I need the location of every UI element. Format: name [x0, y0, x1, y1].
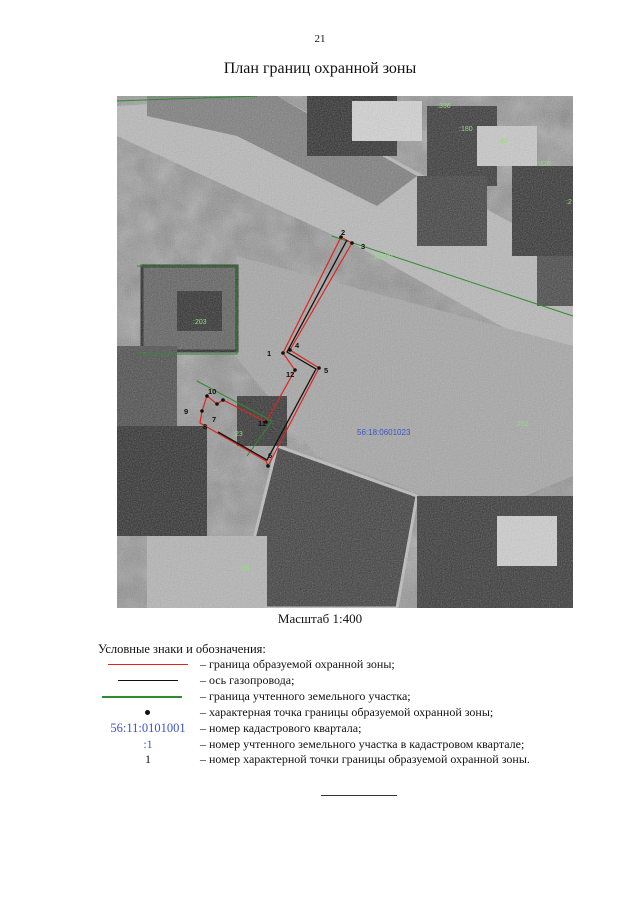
point-label: 11 [258, 419, 266, 428]
point-label: 8 [203, 422, 208, 431]
legend-text: – характерная точка границы образуемой охранной зоны; [200, 705, 494, 719]
point-label: 6 [268, 451, 273, 460]
point-label: 10 [208, 387, 217, 396]
point-label: 7 [212, 415, 217, 424]
parcel-number-symbol: :1 [143, 737, 153, 751]
parcel-label: :262 [515, 421, 529, 428]
point-label: 5 [324, 366, 329, 375]
parcel-label: :336 [437, 103, 451, 110]
parcel-label: :203 [193, 319, 207, 326]
cadastral-quarter-label: 56:18:0601023 [357, 428, 411, 437]
black-line-symbol [118, 680, 178, 681]
parcel-label: :2 [566, 199, 572, 206]
point-label: 3 [361, 242, 366, 251]
red-line-symbol [108, 664, 188, 665]
parcel-label: :23 [233, 431, 243, 438]
legend-item-pipeline-axis [98, 673, 618, 688]
parcel-label: :326 [537, 161, 551, 168]
legend-item-point-number [98, 752, 618, 767]
point-label: 2 [341, 228, 346, 237]
legend-text: – граница образуемой охранной зоны; [200, 657, 395, 671]
point-label: 12 [286, 370, 295, 379]
legend-text: – номер учтенного земельного участка в кадастровом квартале; [200, 737, 525, 751]
legend-item-parcel-boundary [98, 689, 618, 704]
page-title: План границ охранной зоны [223, 60, 417, 77]
legend-item-parcel-number [98, 737, 618, 752]
parcel-label: :311(2) [371, 254, 393, 261]
parcel-label: :42 [498, 138, 508, 145]
point-label: 1 [267, 349, 272, 358]
cadastral-quarter-symbol: 56:11:0101001 [110, 721, 186, 735]
legend-item-zone-boundary [98, 657, 618, 672]
parcel-label: :180 [459, 126, 473, 133]
dot-symbol [145, 710, 150, 715]
footer-divider [321, 795, 397, 796]
green-line-symbol [102, 696, 182, 698]
legend-title: Условные знаки и обозначения: [98, 642, 266, 656]
aerial-map [117, 96, 573, 608]
legend-text: – ось газопровода; [200, 673, 295, 687]
page-number: 21 [314, 33, 326, 45]
map-scale: Масштаб 1:400 [277, 611, 363, 626]
legend-text: – номер кадастрового квартала; [200, 721, 362, 735]
point-label: 9 [184, 407, 189, 416]
legend-item-cadastral-quarter [98, 721, 618, 736]
legend-text: – граница учтенного земельного участка; [200, 689, 411, 703]
point-label: 4 [295, 341, 300, 350]
parcel-label: :38 [240, 565, 250, 572]
point-number-symbol: 1 [145, 752, 151, 766]
legend-text: – номер характерной точки границы образуемой охранной зоны. [200, 752, 530, 766]
legend-item-boundary-point [98, 705, 618, 720]
